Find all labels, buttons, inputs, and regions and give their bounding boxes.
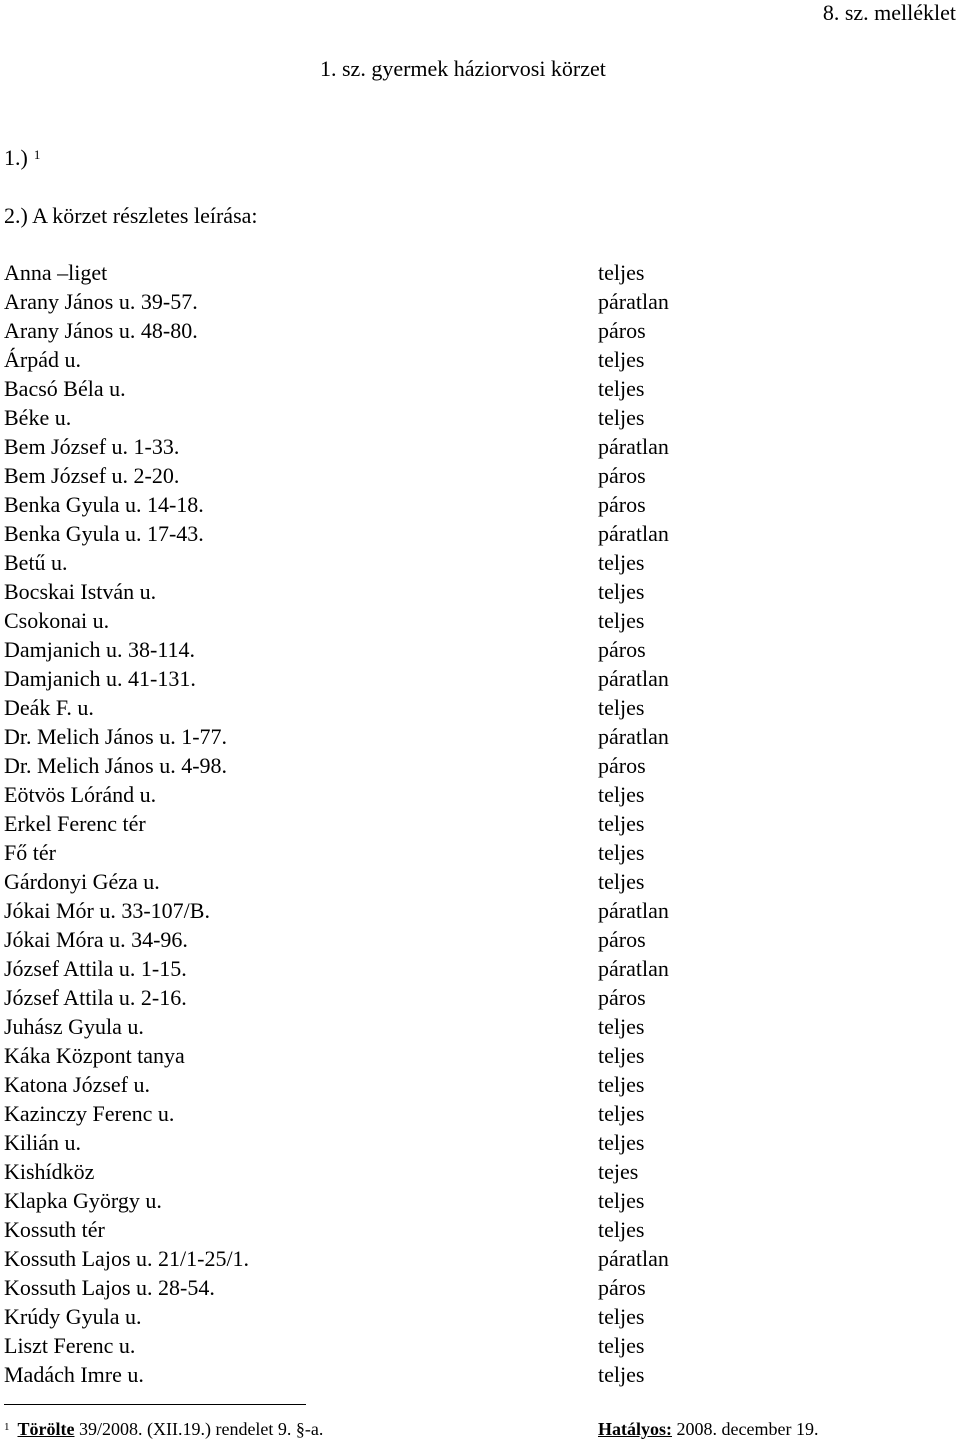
street-name: Kilián u.	[4, 1130, 81, 1155]
street-name: Eötvös Lóránd u.	[4, 782, 157, 807]
street-name: Béke u.	[4, 405, 72, 430]
list-item	[4, 954, 904, 983]
list-item	[4, 1099, 904, 1128]
list-item	[4, 867, 904, 896]
list-item	[4, 983, 904, 1012]
street-name: Katona József u.	[4, 1072, 151, 1097]
street-name: Kishídköz	[4, 1159, 95, 1184]
street-name: Liszt Ferenc u.	[4, 1333, 136, 1358]
list-item	[4, 316, 904, 345]
coverage-type: teljes	[598, 695, 645, 720]
street-name: Dr. Melich János u. 4-98.	[4, 753, 228, 778]
list-item	[4, 1244, 904, 1273]
street-list	[4, 258, 904, 1389]
street-name: Betű u.	[4, 550, 68, 575]
list-item	[4, 838, 904, 867]
coverage-type: páros	[598, 637, 646, 662]
coverage-type: tejes	[598, 1159, 639, 1184]
street-name: Bocskai István u.	[4, 579, 157, 604]
footnote-reference[interactable]: 1	[33, 147, 41, 162]
coverage-type: teljes	[598, 550, 645, 575]
coverage-type: páros	[598, 1275, 646, 1300]
street-name: Gárdonyi Géza u.	[4, 869, 160, 894]
street-name: Klapka György u.	[4, 1188, 162, 1213]
coverage-type: teljes	[598, 1072, 645, 1097]
list-item	[4, 403, 904, 432]
footnote	[4, 1418, 323, 1443]
street-name: Juhász Gyula u.	[4, 1014, 144, 1039]
street-name: Kazinczy Ferenc u.	[4, 1101, 175, 1126]
footnote-separator	[4, 1404, 306, 1405]
section-1-label: 1.)	[4, 145, 28, 170]
coverage-type: teljes	[598, 1304, 645, 1329]
street-name: Jókai Móra u. 34-96.	[4, 927, 188, 952]
street-name: Erkel Ferenc tér	[4, 811, 146, 836]
coverage-type: teljes	[598, 1217, 645, 1242]
coverage-type: teljes	[598, 1188, 645, 1213]
coverage-type: teljes	[598, 608, 645, 633]
footnote-number: 1	[4, 1421, 10, 1433]
coverage-type: teljes	[598, 1014, 645, 1039]
coverage-type: teljes	[598, 1362, 645, 1387]
street-name: Fő tér	[4, 840, 56, 865]
list-item	[4, 490, 904, 519]
coverage-type: teljes	[598, 376, 645, 401]
street-name: Csokonai u.	[4, 608, 110, 633]
list-item	[4, 1360, 904, 1389]
list-item	[4, 780, 904, 809]
coverage-type: teljes	[598, 260, 645, 285]
list-item	[4, 751, 904, 780]
list-item	[4, 519, 904, 548]
street-name: Bem József u. 1-33.	[4, 434, 180, 459]
list-item	[4, 722, 904, 751]
section-1	[4, 145, 40, 174]
coverage-type: páros	[598, 463, 646, 488]
coverage-type: teljes	[598, 347, 645, 372]
list-item	[4, 606, 904, 635]
street-name: Kossuth Lajos u. 28-54.	[4, 1275, 215, 1300]
coverage-type: teljes	[598, 869, 645, 894]
list-item	[4, 896, 904, 925]
list-item	[4, 1157, 904, 1186]
street-name: Kossuth tér	[4, 1217, 105, 1242]
coverage-type: teljes	[598, 782, 645, 807]
coverage-type: páratlan	[598, 1246, 669, 1271]
street-name: Deák F. u.	[4, 695, 94, 720]
list-item	[4, 258, 904, 287]
footnote-effective	[598, 1418, 818, 1440]
street-name: Árpád u.	[4, 347, 81, 372]
street-name: Bacsó Béla u.	[4, 376, 126, 401]
street-name: Benka Gyula u. 17-43.	[4, 521, 204, 546]
coverage-type: teljes	[598, 811, 645, 836]
list-item	[4, 925, 904, 954]
list-item	[4, 287, 904, 316]
coverage-type: páros	[598, 753, 646, 778]
list-item	[4, 1302, 904, 1331]
list-item	[4, 1012, 904, 1041]
coverage-type: teljes	[598, 1130, 645, 1155]
list-item	[4, 374, 904, 403]
coverage-type: páros	[598, 318, 646, 343]
list-item	[4, 548, 904, 577]
coverage-type: páratlan	[598, 666, 669, 691]
coverage-type: páros	[598, 927, 646, 952]
footnote-deleted-label: Törölte	[17, 1419, 75, 1439]
list-item	[4, 1128, 904, 1157]
street-name: Bem József u. 2-20.	[4, 463, 180, 488]
street-name: Arany János u. 39-57.	[4, 289, 198, 314]
street-name: Jókai Mór u. 33-107/B.	[4, 898, 210, 923]
street-name: Anna –liget	[4, 260, 108, 285]
coverage-type: teljes	[598, 405, 645, 430]
coverage-type: páratlan	[598, 956, 669, 981]
page-title: 1. sz. gyermek háziorvosi körzet	[320, 56, 606, 81]
coverage-type: teljes	[598, 1333, 645, 1358]
coverage-type: teljes	[598, 1043, 645, 1068]
street-name: József Attila u. 2-16.	[4, 985, 187, 1010]
coverage-type: páratlan	[598, 434, 669, 459]
list-item	[4, 1186, 904, 1215]
street-name: Damjanich u. 38-114.	[4, 637, 196, 662]
list-item	[4, 1331, 904, 1360]
list-item	[4, 577, 904, 606]
coverage-type: páratlan	[598, 898, 669, 923]
street-name: Dr. Melich János u. 1-77.	[4, 724, 228, 749]
list-item	[4, 1273, 904, 1302]
street-name: Krúdy Gyula u.	[4, 1304, 142, 1329]
street-name: Arany János u. 48-80.	[4, 318, 198, 343]
footnote-deleted-text: 39/2008. (XII.19.) rendelet 9. §-a.	[74, 1419, 324, 1439]
coverage-type: páratlan	[598, 724, 669, 749]
coverage-type: teljes	[598, 840, 645, 865]
coverage-type: teljes	[598, 579, 645, 604]
footnote-effective-text: 2008. december 19.	[672, 1419, 819, 1439]
footnote-effective-label: Hatályos:	[598, 1419, 672, 1439]
list-item	[4, 809, 904, 838]
coverage-type: páros	[598, 985, 646, 1010]
coverage-type: páratlan	[598, 289, 669, 314]
list-item	[4, 1070, 904, 1099]
list-item	[4, 432, 904, 461]
street-name: Madách Imre u.	[4, 1362, 144, 1387]
street-name: Benka Gyula u. 14-18.	[4, 492, 204, 517]
list-item	[4, 461, 904, 490]
street-name: Kossuth Lajos u. 21/1-25/1.	[4, 1246, 250, 1271]
list-item	[4, 1215, 904, 1244]
list-item	[4, 693, 904, 722]
list-item	[4, 664, 904, 693]
list-item	[4, 1041, 904, 1070]
street-name: Káka Központ tanya	[4, 1043, 185, 1068]
list-item	[4, 345, 904, 374]
street-name: József Attila u. 1-15.	[4, 956, 187, 981]
coverage-type: teljes	[598, 1101, 645, 1126]
street-name: Damjanich u. 41-131.	[4, 666, 196, 691]
coverage-type: páratlan	[598, 521, 669, 546]
coverage-type: páros	[598, 492, 646, 517]
list-item	[4, 635, 904, 664]
section-2-heading: 2.) A körzet részletes leírása:	[4, 203, 258, 228]
annex-label: 8. sz. melléklet	[822, 0, 956, 25]
